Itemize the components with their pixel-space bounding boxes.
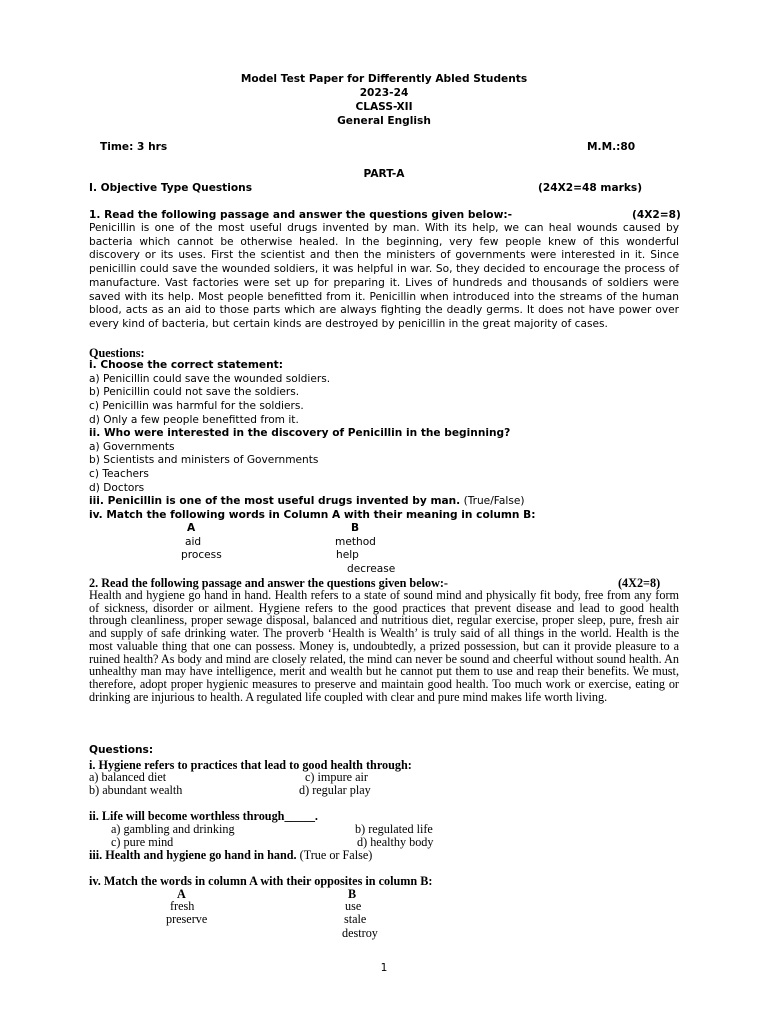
q1-passage: Penicillin is one of the most useful drugs invented by man. With its help, we can heal wounds caused by bacteria which cannot be otherwise healed. In the beginning, very few people knew of this wonderful discovery or its uses. First the scientist and then the ministers of governments were interested in it. Since penicillin could save the wounded soldiers, it was helpful in war. So, they decided to encourage the process of manufacture. Vast factories were set up for preparing it. Lives of hundreds and thousands of soldiers were saved with its help. Most people benefitted from it. Penicillin when introduced into the streams of the human blood, acts as an aid to those parts which are always fighting the deadly germs. It does not have power over every kind of bacteria, but certain kinds are destroyed by penicillin in the great majority of cases. bbox=[89, 222, 679, 330]
part-heading: PART-A bbox=[363, 168, 405, 180]
q1-i-option-d: d) Only a few people benefitted from it. bbox=[89, 414, 299, 426]
q2-marks: (4X2=8) bbox=[618, 576, 661, 590]
q1-i-option-c: c) Penicillin was harmful for the soldiers. bbox=[89, 400, 304, 412]
q2-question-i: i. Hygiene refers to practices that lead to good health through: bbox=[89, 758, 412, 772]
section-label: I. Objective Type Questions bbox=[89, 182, 253, 194]
q1-question-iii bbox=[89, 495, 525, 507]
q1-col-b-item: help bbox=[336, 549, 359, 561]
q2-iii-suffix: (True or False) bbox=[296, 848, 373, 862]
q2-question-iv: iv. Match the words in column A with their opposites in column B: bbox=[89, 874, 433, 888]
q2-col-b-item: use bbox=[345, 899, 362, 913]
paper-year: 2023-24 bbox=[359, 87, 409, 99]
q1-ii-option-b: b) Scientists and ministers of Governments bbox=[89, 454, 319, 466]
q1-question-i: i. Choose the correct statement: bbox=[89, 359, 283, 371]
q2-question-ii: ii. Life will become worthless through_____. bbox=[89, 809, 318, 823]
max-marks: M.M.:80 bbox=[587, 141, 636, 153]
q2-ii-option-a: a) gambling and drinking bbox=[111, 822, 235, 836]
paper-subject: General English bbox=[337, 115, 431, 127]
q2-col-a-header: A bbox=[177, 887, 186, 901]
q1-col-a-item: aid bbox=[185, 536, 202, 548]
q1-heading: 1. Read the following passage and answer the questions given below:- bbox=[89, 209, 513, 221]
q1-i-option-a: a) Penicillin could save the wounded soldiers. bbox=[89, 373, 331, 385]
q2-iii-statement: iii. Health and hygiene go hand in hand. bbox=[89, 848, 297, 862]
time-allowed: Time: 3 hrs bbox=[100, 141, 168, 153]
q2-col-a-item: preserve bbox=[166, 912, 208, 926]
q2-i-option-a: a) balanced diet bbox=[89, 770, 167, 784]
q1-ii-option-a: a) Governments bbox=[89, 441, 175, 453]
q1-col-a-header: A bbox=[187, 522, 196, 534]
q1-question-ii: ii. Who were interested in the discovery of Penicillin in the beginning? bbox=[89, 427, 511, 439]
q2-ii-option-c: c) pure mind bbox=[111, 835, 174, 849]
q1-ii-option-c: c) Teachers bbox=[89, 468, 149, 480]
q1-col-b-item: method bbox=[335, 536, 376, 548]
q2-col-a-item: fresh bbox=[170, 899, 195, 913]
paper-class: CLASS-XII bbox=[355, 101, 413, 113]
q2-heading: 2. Read the following passage and answer the questions given below:- bbox=[89, 576, 448, 590]
q1-ii-option-d: d) Doctors bbox=[89, 482, 145, 494]
q2-col-b-header: B bbox=[348, 887, 357, 901]
q1-marks: (4X2=8) bbox=[632, 209, 681, 221]
q2-question-iii bbox=[89, 848, 372, 863]
q1-iii-suffix: (True/False) bbox=[460, 495, 525, 507]
paper-title: Model Test Paper for Differently Abled Students bbox=[240, 73, 528, 85]
q1-question-iv: iv. Match the following words in Column A with their meaning in column B: bbox=[89, 509, 536, 521]
q1-col-b-item: decrease bbox=[347, 563, 396, 575]
section-marks: (24X2=48 marks) bbox=[538, 182, 643, 194]
q2-col-b-item: stale bbox=[344, 912, 367, 926]
q2-i-option-c: c) impure air bbox=[305, 770, 368, 784]
q1-questions-label: Questions: bbox=[89, 346, 145, 360]
q1-col-a-item: process bbox=[181, 549, 222, 561]
q2-i-option-d: d) regular play bbox=[299, 783, 371, 797]
q1-iii-statement: iii. Penicillin is one of the most useful drugs invented by man. bbox=[89, 495, 461, 507]
q2-col-b-item: destroy bbox=[342, 926, 378, 940]
q1-i-option-b: b) Penicillin could not save the soldiers. bbox=[89, 386, 300, 398]
q2-passage: Health and hygiene go hand in hand. Health refers to a state of sound mind and physically fit body, free from any form of sickness, disorder or ailment. Hygiene refers to the good practices that prevent disease and lead to good health through cleanliness, proper sewage disposal, balanced and nutritious diet, regular exercise, proper sleep, pure, fresh air and supply of safe drinking water. The proverb ‘Health is Wealth’ is truly said of all things in the world. Health is the most valuable thing that one can possess. Money is, undoubtedly, a prized possession, but can it provide pleasure to a ruined health? As body and mind are closely related, the mind can never be sound and cheerful without sound health. An unhealthy man may have intelligence, merit and wealth but he cannot put them to use and reap their benefits. We must, therefore, adopt proper hygienic measures to preserve and maintain good health. Too much work or exercise, eating or drinking are injurious to health. A regulated life coupled with clear and pure mind makes life worth living. bbox=[89, 588, 679, 704]
page-number: 1 bbox=[380, 962, 388, 974]
q2-questions-label: Questions: bbox=[89, 744, 154, 756]
q2-ii-option-b: b) regulated life bbox=[355, 822, 433, 836]
q2-i-option-b: b) abundant wealth bbox=[89, 783, 183, 797]
q1-col-b-header: B bbox=[351, 522, 360, 534]
q2-ii-option-d: d) healthy body bbox=[357, 835, 434, 849]
